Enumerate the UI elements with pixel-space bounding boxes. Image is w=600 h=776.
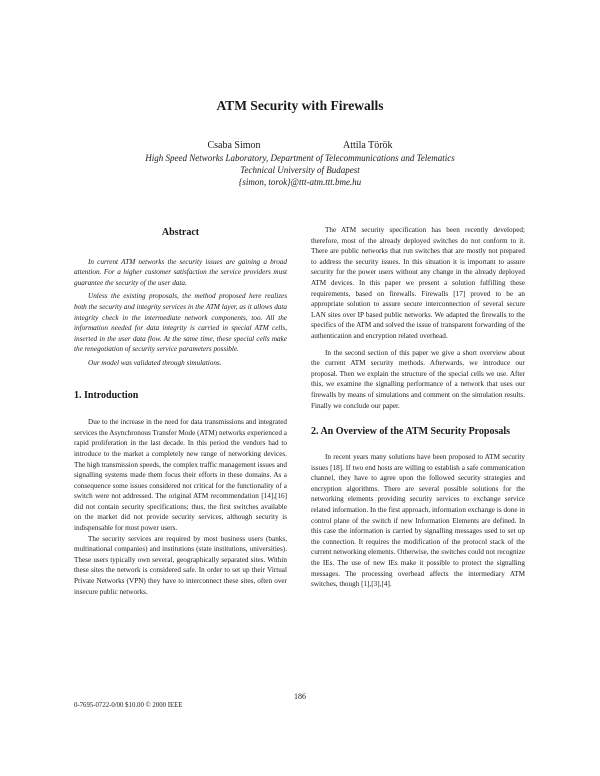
paper-title: ATM Security with Firewalls bbox=[216, 98, 384, 113]
abstract-paragraph: Unless the existing proposals, the method proposed here realizes both the security and integrity services in the ATM layer, as it allows data integrity check in the intermediate network components, too. All the information needed for data integrity is carried in special ATM cells, inserted in the user data flow. At the same time, these special cells make the renegotiation of security service parameters possible. bbox=[74, 292, 287, 354]
affiliation-lab: High Speed Networks Laboratory, Department of Telecommunications and Telematics bbox=[145, 153, 455, 163]
left-column bbox=[74, 228, 287, 597]
body-paragraph: The ATM security specification has been recently developed; therefore, most of the already deployed switches do not conform to it. There are public networks that run switches that are mostly not prepared to address the security issues. In this situation it is important to assure security for the power users without any change in the already deployed ATM devices. In this paper we present a solution fulfilling these requirements, based on firewalls. Firewalls [17] proved to be an appropriate solution to assure secure interconnection of several secure LAN sites over IP based public networks. We adapted the firewalls to the specifics of the ATM and solved the issue of transparent forwarding of the authentication and encryption related overhead. bbox=[311, 226, 525, 340]
author-email: {simon, torok}@ttt-atm.ttt.bme.hu bbox=[238, 177, 362, 187]
page-number: 186 bbox=[294, 692, 306, 701]
abstract-paragraph: Our model was validated through simulations. bbox=[88, 358, 222, 367]
author-list bbox=[0, 140, 600, 151]
affiliation-university: Technical University of Budapest bbox=[240, 165, 360, 175]
copyright-footer: 0-7695-0722-0/00 $10.00 © 2000 IEEE bbox=[74, 702, 183, 709]
body-paragraph: In recent years many solutions have been proposed to ATM security issues [18]. If two end hosts are willing to establish a safe communication channel, they have to agree upon the followed security strategies and encryption algorithms. There are several possible solutions for the networking elements providing security services to exchange service related information. In the first approach, information exchange is done in control plane of the switch if new Information Elements are defined. In this case the information is carried by signalling messages used to set up the connection. It requires the modification of the protocol stack of the current networking elements. Otherwise, the switches could not recognize the IEs. The use of new IEs make it possible to protect the signalling messages. The processing overhead affects the intermediary ATM switches, though [1],[3],[4]. bbox=[311, 453, 525, 589]
body-paragraph: The security services are required by most business users (banks, multinational companies) and institutions (state institutions, universities). These users typically own several, geographically separated sites. Within these sites the network is considered safe. In order to set up their Virtual Private Networks (VPN) they have to interconnect these sites, often over insecure public networks. bbox=[74, 534, 287, 596]
section-heading: 2. An Overview of the ATM Security Proposals bbox=[311, 426, 511, 438]
author-name: Csaba Simon bbox=[207, 140, 261, 151]
author-name: Attila Török bbox=[343, 140, 393, 151]
body-paragraph: Due to the increase in the need for data transmissions and integrated services the Asynchronous Transfer Mode (ATM) networks experienced a rapid proliferation in the last decade. In this period the vendors had to introduce to the market a completely new range of networking devices. The high transmission speeds, the complex traffic management issues and signalling systems made them focus their efforts in these domains. As a consequence some issues considered not critical for the functionality of a switch were not addressed. The original ATM recommendation [14],[16] did not contain security specifications; thus, the first switches available on the market did not provide security services, although security is indispensable for most power users. bbox=[74, 418, 287, 533]
abstract-heading: Abstract bbox=[161, 227, 200, 238]
section-heading: 1. Introduction bbox=[74, 389, 139, 401]
right-column bbox=[311, 225, 525, 590]
abstract-paragraph: In current ATM networks the security issues are gaining a broad attention. For a higher customer satisfaction the service providers must guarantee the security of the user data. bbox=[74, 257, 287, 287]
affiliation bbox=[0, 152, 600, 188]
body-paragraph: In the second section of this paper we give a short overview about the current ATM security methods. Afterwards, we introduce our proposal. Then we explain the structure of the special cells we use. After this, we examine the signalling performance of a network that uses our firewalls by means of simulations and comment on the simulation results. Finally we conclude our paper. bbox=[311, 348, 525, 410]
abstract-body bbox=[74, 257, 287, 369]
